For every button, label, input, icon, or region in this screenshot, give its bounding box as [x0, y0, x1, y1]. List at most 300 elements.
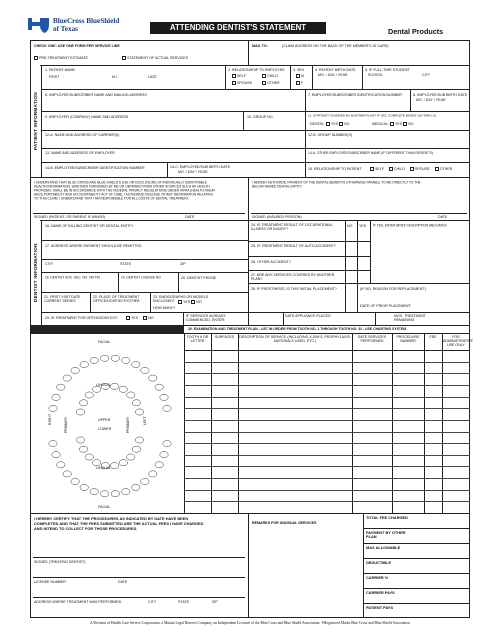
field-9-employer: 9. EMPLOYER (COMPANY) NAME AND ADDRESS	[45, 115, 129, 119]
field-1-patient-name: 1. PATIENT NAME	[45, 68, 75, 72]
lower-permanent-tooth-icon[interactable]	[132, 484, 140, 490]
lower-primary-tooth-icon[interactable]	[110, 463, 118, 469]
upper-primary-tooth-icon[interactable]	[132, 400, 140, 406]
field-8-sub-birth-date: 8. EMPLOYEE/SUB BIRTH DATE	[413, 93, 468, 97]
lower-permanent-tooth-icon[interactable]	[122, 489, 130, 495]
date-label: DATE	[185, 215, 195, 219]
field-10-group-no: 10. GROUP NO.	[247, 115, 274, 119]
totals-divider	[363, 588, 470, 589]
prosthesis-reason: (IF NO, REASON FOR REPLACEMENT)	[360, 287, 426, 291]
signed-patient-label: SIGNED (PATIENT, OR PARENT IF MINOR)	[34, 215, 106, 219]
billing-dentist-input[interactable]	[43, 229, 246, 239]
column-header: DATE SERVICES PERFORMED	[357, 335, 387, 344]
field-5-city: CITY	[422, 73, 431, 77]
lower-primary-tooth-icon[interactable]	[127, 454, 135, 460]
field-12a-carriers: 12-A. NAME AND ADDRESS OF CARRIER(S)	[45, 133, 120, 137]
treatment-address-input[interactable]	[33, 587, 245, 596]
table-row[interactable]	[185, 455, 469, 466]
lower-permanent-tooth-icon[interactable]	[80, 484, 88, 490]
divider	[357, 283, 358, 312]
certify-line: AND INTEND TO COLLECT FOR THOSE PROCEDURES.	[34, 525, 138, 531]
upper-permanent-tooth-icon[interactable]	[90, 357, 98, 363]
table-row[interactable]	[185, 444, 469, 455]
appliance-date-label: DATE APPLIANCE PLACED	[285, 314, 331, 318]
divider	[248, 40, 249, 65]
occupational-no[interactable]: NO	[347, 224, 353, 228]
state-label: STATE	[120, 262, 132, 266]
treatment-address-label: ADDRESS WHERE TREATMENT WAS PERFORMED	[34, 600, 122, 604]
field-14c-format: MO. / DAY / YEAR	[178, 170, 208, 174]
authorization-text-left	[34, 181, 236, 201]
divider	[41, 89, 470, 90]
divider	[290, 65, 291, 89]
license-line	[33, 577, 245, 578]
mail-to-note: (CLAIM ADDRESS ON THE BACK OF THE MEMBER'S ID CARD)	[282, 44, 389, 48]
totals-row-4[interactable]: DEDUCTIBLE	[366, 560, 392, 565]
field-29-orthodontics: 29. IS TREATMENT FOR ORTHODONTICS?	[45, 316, 118, 320]
radiographs-how-many: HOW MANY?	[153, 306, 176, 310]
divider	[357, 220, 358, 241]
upper-primary-tooth-icon[interactable]	[135, 409, 143, 415]
self-label: SELF	[375, 167, 384, 171]
table-row[interactable]	[185, 362, 469, 373]
other-subscriber-input[interactable]	[307, 155, 468, 161]
group-numbers-input[interactable]	[307, 138, 468, 147]
field-21-first-visit	[44, 295, 89, 303]
no-label: NO	[408, 122, 414, 126]
field-7-subscriber-id: 7. EMPLOYEE/SUBSCRIBER IDENTIFICATION NUMBER	[308, 93, 402, 97]
lower-primary-tooth-icon[interactable]	[79, 446, 87, 452]
field-28-prosthesis: 28. IF PROSTHESIS, IS THIS INITIAL PLACEMENT?	[251, 287, 337, 291]
upper-primary-tooth-icon[interactable]	[119, 386, 127, 392]
divider	[248, 177, 249, 220]
field-18-dentist-ssn: 18. DENTIST SOC. SEC. NO. OR TIN	[45, 276, 100, 280]
lower-primary-tooth-icon[interactable]	[119, 460, 127, 466]
dentist-signature-input[interactable]	[33, 546, 245, 556]
divider	[41, 312, 248, 313]
lower-primary-tooth-icon[interactable]	[85, 454, 93, 460]
divider	[41, 292, 248, 293]
ortho-months-remaining	[394, 314, 444, 322]
option-label: M	[301, 74, 304, 78]
radiographs-options	[178, 300, 202, 304]
divider	[248, 256, 370, 257]
medical-no-checkbox[interactable]	[403, 122, 407, 126]
employer-input[interactable]	[43, 120, 241, 129]
signature-line-dentist	[33, 557, 245, 558]
upper-permanent-tooth-icon[interactable]	[63, 375, 71, 381]
other-plan-dental: DENTAL: YES NO	[310, 122, 350, 126]
sex-m-option[interactable]	[296, 74, 304, 78]
divider	[90, 292, 91, 312]
upper-primary-tooth-icon[interactable]	[79, 400, 87, 406]
totals-row-2[interactable]: PAYMENT BY OTHER PLAN	[366, 530, 406, 540]
identify-missing-teeth-bar	[30, 325, 184, 339]
actual-services-option[interactable]	[122, 56, 188, 60]
lower-permanent-tooth-icon[interactable]	[141, 478, 149, 484]
lower-primary-tooth-icon[interactable]	[101, 463, 109, 469]
patient-signature-input[interactable]	[33, 204, 245, 213]
totals-divider	[363, 543, 470, 544]
lower-primary-tooth-icon[interactable]	[76, 437, 84, 443]
rel-other-checkbox[interactable]	[435, 167, 439, 171]
child-label: CHILD	[394, 167, 405, 171]
divider	[248, 283, 470, 284]
form-subtitle: Dental Products	[388, 27, 444, 36]
other-employer-input[interactable]	[43, 155, 303, 161]
form-title: ATTENDING DENTIST'S STATEMENT	[169, 23, 307, 32]
no-label: NO	[148, 316, 154, 320]
patient-information-section-label: PATIENT INFORMATION	[31, 65, 40, 177]
divider	[183, 312, 184, 325]
field-12b-group-numbers: 12-B. GROUP NUMBER(S)	[308, 133, 353, 137]
auth-line: I UNDERSTAND THAT BLUE CROSS AND BLUE SHIELD'S USE OR DISCLOSURE OF INDIVIDUALLY IDENTIFIABLE	[34, 181, 207, 185]
upper-permanent-tooth-icon[interactable]	[57, 384, 65, 390]
lower-permanent-tooth-icon[interactable]	[155, 462, 163, 468]
license-date-label: DATE	[118, 580, 128, 584]
column-header: FOR ADMINISTRATIVE USE ONLY	[443, 335, 473, 348]
left-label: LEFT	[143, 416, 147, 425]
auth-line: HEALTH INFORMATION, WHETHER FURNISHED BY ME OR OBTAINED FROM OTHER SOURCES SUCH AS HEALTH	[34, 185, 210, 189]
divider	[30, 220, 470, 221]
lower-permanent-tooth-icon[interactable]	[101, 491, 109, 497]
table-row[interactable]	[185, 409, 469, 420]
certification-text	[34, 517, 203, 531]
license-input[interactable]	[33, 567, 113, 576]
divider	[41, 148, 470, 149]
divider	[41, 259, 248, 260]
relationship-child-option[interactable]	[262, 74, 278, 78]
occupational-yes[interactable]: YES	[359, 224, 367, 228]
upper-permanent-tooth-icon[interactable]	[141, 367, 149, 373]
carriers-input[interactable]	[43, 138, 303, 147]
city-label: CITY	[45, 262, 54, 266]
relationship-spouse-option[interactable]	[232, 81, 252, 85]
option-label: CHILD	[267, 74, 278, 78]
field-21-label: 21. FIRST VISIT DATE CURRENT SERIES	[44, 295, 81, 304]
lingual-upper-label: LINGUAL	[96, 383, 112, 387]
divider	[30, 65, 470, 66]
remarks-label: REMARKS FOR UNUSUAL SERVICES	[252, 521, 317, 525]
treatment-zip-label: ZIP	[212, 600, 218, 604]
medical-label: MEDICAL	[372, 122, 388, 126]
prosthesis-prior-date: DATE OF PRIOR PLACEMENT	[360, 304, 411, 308]
field-1-first: FIRST	[49, 75, 60, 79]
column-header: FEE	[429, 335, 437, 339]
divider	[248, 270, 370, 271]
totals-divider	[363, 528, 470, 529]
identify-missing-teeth: IDENTIFY MISSING TEETH WITH "X"	[75, 335, 139, 339]
option-label: SELF	[237, 74, 246, 78]
logo	[27, 15, 127, 35]
totals-divider	[363, 558, 470, 559]
field-15-relationship: 15. RELATIONSHIP TO PATIENT	[308, 167, 362, 171]
field-30-exam-plan: 30. EXAMINATION AND TREATMENT PLAN - LIST IN ORDER FROM TOOTH NO. 1 THROUGH TOOTH NO. 32 - USE CHARTING SYSTEM	[188, 327, 407, 331]
totals-row-5[interactable]: CARRIER %	[366, 575, 389, 580]
auth-line: TO THIS CLAIM. I UNDERSTAND THAT I AM RESPONSIBLE FOR ALL COSTS OF DENTAL TREATMENT.	[34, 197, 190, 201]
relationship-self-option[interactable]	[232, 74, 246, 78]
lower-permanent-tooth-icon[interactable]	[160, 452, 168, 458]
field-14c-sub-birth-date: 14-C. EMPLOYEE/SUB BIRTH DATE	[170, 165, 230, 169]
upper-primary-tooth-icon[interactable]	[85, 392, 93, 398]
lower-permanent-tooth-icon[interactable]	[57, 462, 65, 468]
divider	[345, 241, 346, 283]
remarks-input[interactable]	[250, 527, 361, 615]
divider	[345, 220, 346, 241]
upper-permanent-tooth-icon[interactable]	[132, 361, 140, 367]
divider	[41, 240, 248, 241]
divider	[178, 272, 179, 292]
field-23-label: 23. RADIOGRAPHS OR MODELS ENCLOSED?	[153, 295, 209, 304]
upper-permanent-tooth-icon[interactable]	[80, 361, 88, 367]
radiographs-yes-checkbox[interactable]	[178, 300, 182, 304]
lower-permanent-tooth-icon[interactable]	[90, 489, 98, 495]
lower-permanent-tooth-icon[interactable]	[52, 452, 60, 458]
lingual-lower-label: LINGUAL	[96, 466, 112, 470]
spouse-label: SPOUSE	[414, 167, 430, 171]
field-26-other-accident: 26. OTHER ACCIDENT?	[251, 260, 291, 264]
field-4-birth-date: 4. PATIENT BIRTH DATE	[315, 68, 356, 72]
ortho-yes-checkbox[interactable]	[126, 316, 130, 320]
upper-primary-tooth-icon[interactable]	[127, 392, 135, 398]
upper-permanent-tooth-icon[interactable]	[49, 405, 57, 411]
lower-permanent-tooth-icon[interactable]	[111, 491, 119, 497]
lower-permanent-tooth-icon[interactable]	[63, 471, 71, 477]
rel-spouse-checkbox[interactable]	[410, 167, 414, 171]
patient-birth-date-input[interactable]	[314, 79, 360, 88]
pre-treatment-label: PRE-TREATMENT ESTIMATE	[39, 56, 88, 60]
pre-treatment-option[interactable]	[34, 56, 88, 60]
insured-signature-input[interactable]	[251, 204, 467, 213]
pre-treatment-checkbox[interactable]	[34, 56, 38, 60]
lower-permanent-tooth-icon[interactable]	[163, 441, 171, 447]
subscriber-id-input[interactable]	[307, 99, 408, 110]
column-header: TOOTH # OR LETTER	[186, 335, 209, 344]
dental-yes-checkbox[interactable]	[326, 122, 330, 126]
auth-line: BELOW NAMED DENTAL ENTITY.	[252, 185, 303, 189]
upper-permanent-tooth-icon[interactable]	[71, 367, 79, 373]
checkbox[interactable]	[296, 74, 300, 78]
table-row[interactable]	[185, 374, 469, 385]
divider	[30, 177, 470, 178]
date-label: DATE	[438, 215, 448, 219]
field-25-auto-accident: 25. IS TREATMENT RESULT OF AUTO ACCIDENT?	[251, 244, 336, 248]
relationship-other-option[interactable]	[262, 81, 280, 85]
upper-permanent-tooth-icon[interactable]	[163, 405, 171, 411]
divider	[283, 312, 284, 325]
actual-services-checkbox[interactable]	[122, 56, 126, 60]
occupational-note: IF YES, ENTER BRIEF DESCRIPTION AND DATES	[373, 224, 447, 228]
signature-line-insured	[251, 213, 467, 214]
mail-to-label: MAIL TO:	[252, 44, 268, 48]
upper-permanent-tooth-icon[interactable]	[155, 384, 163, 390]
divider	[41, 272, 248, 273]
upper-primary-tooth-icon[interactable]	[93, 386, 101, 392]
divider	[248, 241, 370, 242]
upper-permanent-tooth-icon[interactable]	[122, 357, 130, 363]
option-label: OTHER	[267, 81, 280, 85]
sex-f-option[interactable]	[296, 81, 303, 85]
totals-row-3[interactable]: MAX ALLOWABLE	[366, 545, 401, 550]
divider	[357, 241, 358, 283]
tooth-chart-diagram[interactable]	[40, 340, 180, 510]
table-row[interactable]	[185, 397, 469, 408]
upper-primary-tooth-icon[interactable]	[101, 383, 109, 389]
medical-yes-checkbox[interactable]	[390, 122, 394, 126]
zip-label: ZIP	[180, 262, 186, 266]
subscriber-address-input[interactable]	[43, 99, 303, 110]
upper-permanent-tooth-icon[interactable]	[52, 394, 60, 400]
divider	[150, 292, 151, 312]
divider	[362, 65, 363, 89]
yes-label: YES	[394, 122, 403, 126]
treatment-city-label: CITY	[148, 600, 157, 604]
signed-insured-label: SIGNED (INSURED PERSON)	[252, 215, 302, 219]
yes-label: YES	[183, 300, 191, 304]
lower-permanent-tooth-icon[interactable]	[149, 471, 157, 477]
lower-primary-tooth-icon[interactable]	[135, 437, 143, 443]
divider	[167, 162, 168, 177]
field-22-place	[93, 295, 149, 303]
authorization-text-right	[252, 181, 439, 189]
column-header: DESCRIPTION OF SERVICE (INCLUDING X-RAYS, PROPHYLAXIS, MATERIALS USED, ETC.)	[239, 335, 351, 344]
rel-self-checkbox[interactable]	[370, 167, 374, 171]
checkbox[interactable]	[262, 74, 266, 78]
field-14b-subscriber-id: 14-B. EMPLOYEE/SUBSCRIBER IDENTIFICATION NUMBER	[45, 166, 145, 170]
primary-label-left: PRIMARY	[126, 416, 130, 433]
field-24-occupational: 24. IS TREATMENT RESULT OF OCCUPATIONAL ILLNESS OR INJURY?	[251, 223, 333, 232]
totals-divider	[363, 603, 470, 604]
no-label: NO	[196, 300, 202, 304]
facial-upper-label: FACIAL	[98, 340, 111, 344]
form-title-bar	[150, 22, 326, 34]
certify-line: COMPLETED AND THAT THE FEES SUBMITTED ARE THE ACTUAL FEES I HAVE CHARGED	[34, 520, 204, 526]
months-remaining-label: MOS. TREATMENT REMAINING	[394, 314, 426, 323]
dental-no-checkbox[interactable]	[339, 122, 343, 126]
patient-name-input[interactable]	[43, 80, 223, 88]
logo-name: BlueCross BlueShield	[53, 17, 120, 25]
right-label: RIGHT	[48, 413, 52, 425]
signature-line-patient	[33, 213, 245, 214]
field-14a-other-subscriber: 14-A. OTHER EMPLOYEE/SUBSCRIBER NAME (IF DIFFERENT THAN PATIENT'S)	[308, 151, 433, 155]
divider	[305, 89, 306, 177]
student-school-input[interactable]	[364, 79, 468, 88]
field-8-format: MO. / DAY / YEAR	[416, 98, 446, 102]
blue-cross-blue-shield-logo-icon	[27, 15, 51, 35]
divider	[243, 111, 244, 130]
field-2-relationship: 2. RELATIONSHIP TO EMPLOYEE	[228, 68, 285, 72]
totals-row-7[interactable]: PATIENT PAYS	[366, 605, 394, 610]
primary-label-right: PRIMARY	[64, 416, 68, 433]
relationship-patient-options	[370, 167, 452, 171]
table-row[interactable]	[185, 479, 469, 490]
lower-primary-tooth-icon[interactable]	[93, 460, 101, 466]
totals-row-1[interactable]: TOTAL FEE CHARGED	[366, 515, 408, 520]
divider	[375, 312, 376, 325]
checkbox[interactable]	[232, 74, 236, 78]
upper-permanent-tooth-icon[interactable]	[111, 355, 119, 361]
divider	[225, 65, 226, 89]
table-row[interactable]	[185, 420, 469, 431]
license-label: LICENSE NUMBER	[34, 580, 66, 584]
remit-address-input[interactable]	[43, 249, 246, 258]
field-17-remit-address: 17. ADDRESS WHERE PAYMENT SHOULD BE REMITTED	[45, 244, 142, 248]
footer-text: A Division of Health Care Service Corporation, a Mutual Legal Reserve Company, an Independent Licensee of the Blue Cross and Blue Shield Association. ®Registered Marks Blue Cross and Blue Shield Association	[90, 621, 410, 625]
lower-permanent-tooth-icon[interactable]	[49, 441, 57, 447]
field-11-other-plan: 11. IS PATIENT COVERED BY ANOTHER PLAN? IF YES, COMPLETE BOXES 12A THRU 16.	[308, 114, 437, 118]
lower-permanent-tooth-icon[interactable]	[71, 478, 79, 484]
option-label: SPOUSE	[237, 81, 252, 85]
upper-permanent-tooth-icon[interactable]	[149, 375, 157, 381]
other-label: OTHER	[439, 167, 453, 171]
field-5-student: 5. IF FULL-TIME STUDENT	[365, 68, 410, 72]
checkbox[interactable]	[232, 81, 236, 85]
lower-primary-tooth-icon[interactable]	[132, 446, 140, 452]
other-plan-medical: MEDICAL: YES NO	[372, 122, 414, 126]
table-row[interactable]	[185, 351, 469, 362]
table-row[interactable]	[185, 385, 469, 396]
field-16-billing-dentist: 16. NAME OF BILLING DENTIST OR DENTAL ENTITY	[45, 224, 134, 228]
field-20-phone: 20. DENTIST PHONE	[181, 276, 217, 280]
field-3-sex: 3. SEX	[293, 68, 305, 72]
ortho-already-commenced	[186, 314, 246, 322]
upper-permanent-tooth-icon[interactable]	[160, 394, 168, 400]
divider	[41, 162, 470, 163]
divider	[345, 283, 346, 312]
totals-row-6[interactable]: CARRIER PAYS	[366, 590, 395, 595]
field-27-other-plan: 27. ARE ANY SERVICES COVERED BY ANOTHER PLAN?	[251, 273, 335, 282]
radiographs-no-checkbox[interactable]	[191, 300, 195, 304]
field-1-mi: M.I.	[112, 75, 118, 79]
field-5-school: SCHOOL	[368, 73, 384, 77]
lower-label: LOWER	[98, 427, 112, 431]
divider	[30, 333, 470, 334]
table-row[interactable]	[185, 467, 469, 478]
upper-primary-tooth-icon[interactable]	[110, 383, 118, 389]
checkbox[interactable]	[262, 81, 266, 85]
auth-line: PROVIDER, SHALL BE IN ACCORDANCE WITH THE FEDERAL PRIVACY REGULATIONS UNDER HIPAA (HEALTH INSUR-	[34, 189, 216, 193]
field-1-last: LAST	[148, 75, 157, 79]
rel-child-checkbox[interactable]	[389, 167, 393, 171]
group-no-input[interactable]	[245, 120, 303, 129]
divider	[118, 272, 119, 292]
field-6-subscriber-name: 6. EMPLOYEE/SUBSCRIBER NAME AND MAILING ADDRESS	[45, 93, 147, 97]
facial-lower-label: FACIAL	[98, 505, 111, 509]
dental-label: DENTAL	[310, 122, 324, 126]
checkbox[interactable]	[296, 81, 300, 85]
ortho-appliance-date	[285, 314, 335, 318]
upper-permanent-tooth-icon[interactable]	[101, 355, 109, 361]
divider	[41, 130, 470, 131]
divider	[410, 89, 411, 111]
address-line	[33, 597, 245, 598]
upper-primary-tooth-icon[interactable]	[76, 409, 84, 415]
totals-divider	[363, 573, 470, 574]
check-one-label: CHECK ONE: USE ONE FORM PER SERVICE LINE	[34, 44, 120, 48]
divider	[370, 241, 371, 283]
divider	[30, 513, 470, 514]
field-22-label: 22. PLACE OF TREATMENT OFFICE/HOSP./ECF/OTHER	[93, 295, 140, 304]
orthodontics-options	[126, 316, 154, 320]
divider	[370, 220, 371, 241]
option-label: F	[301, 81, 304, 85]
divider	[248, 312, 470, 313]
table-row[interactable]	[185, 432, 469, 443]
ortho-no-checkbox[interactable]	[143, 316, 147, 320]
table-row[interactable]	[185, 502, 469, 513]
table-row[interactable]	[185, 490, 469, 501]
yes-label: YES	[330, 122, 339, 126]
